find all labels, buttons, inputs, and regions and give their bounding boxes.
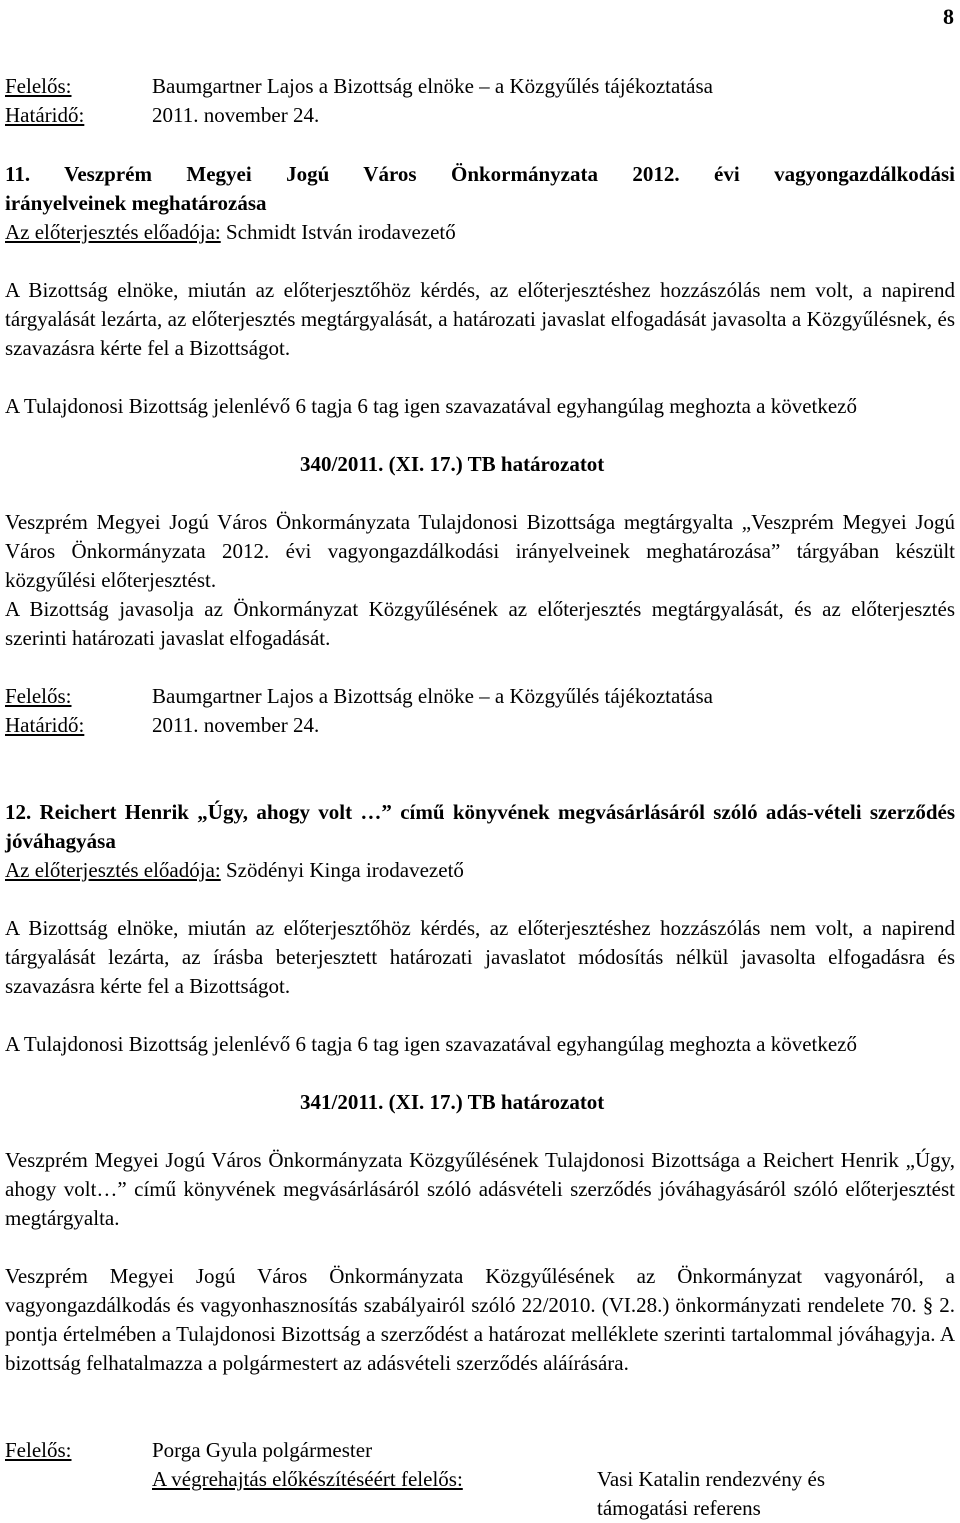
page-number: 8 (943, 4, 954, 29)
responsible-value: Baumgartner Lajos a Bizottság elnöke – a Közgyűlés tájékoztatása (152, 684, 713, 708)
item-12-title: 12. Reichert Henrik „Úgy, ahogy volt …” című könyvének megvásárlásáról szóló adás-vételi szerződés jóváhagyása (5, 800, 955, 853)
item-12-presenter (5, 856, 955, 885)
item-11-resolution-paragraph-1: Veszprém Megyei Jogú Város Önkormányzata Tulajdonosi Bizottsága megtárgyalta „Veszprém Megyei Jogú Város Önkormányzata 2012. évi vagyongazdálkodási irányelveinek meghatározása” tárgyában készült közgyűlési előterjesztést. (5, 510, 955, 592)
item-11-resolution-title: 340/2011. (XI. 17.) TB határozatot (300, 452, 605, 476)
presenter-label: Az előterjesztés előadója: (5, 220, 221, 244)
item-11-discussion-paragraph: A Bizottság elnöke, miután az előterjesztőhöz kérdés, az előterjesztéshez hozzászólás nem volt, a napirend tárgyalását lezárta, az előterjesztés megtárgyalását, a határozati javaslat elfogadását javasolta a Közgyűlésnek, és szavazásra kérte fel a Bizottságot. (5, 278, 955, 360)
deadline-label: Határidő: (5, 103, 85, 127)
responsible-value: Baumgartner Lajos a Bizottság elnöke – a Közgyűlés tájékoztatása (152, 74, 713, 98)
indent-spacer (5, 1465, 152, 1523)
presenter-value: Schmidt István irodavezető (220, 220, 456, 244)
preparation-value (597, 1465, 825, 1523)
deadline-value: 2011. november 24. (152, 103, 320, 127)
item-11-presenter (5, 218, 955, 247)
responsible-block-top (5, 72, 955, 130)
item-11-vote-paragraph: A Tulajdonosi Bizottság jelenlévő 6 tagja 6 tag igen szavazatával egyhangúlag meghozta a következő (5, 394, 858, 418)
item-12-resolution-paragraph-1: Veszprém Megyei Jogú Város Önkormányzata Közgyűlésének Tulajdonosi Bizottsága a Reichert Henrik „Úgy, ahogy volt…” című könyvének megvásárlásáról szóló adásvételi szerződés jóváhagyásáról szóló előterjesztést megtárgyalta. (5, 1148, 955, 1230)
preparation-value-line1: Vasi Katalin rendezvény és (597, 1467, 825, 1491)
responsible-label: Felelős: (5, 684, 72, 708)
responsible-label: Felelős: (5, 74, 72, 98)
item-12-resolution-title: 341/2011. (XI. 17.) TB határozatot (300, 1090, 605, 1114)
item-11-title-line1: 11. Veszprém Megyei Jogú Város Önkormányzata 2012. évi vagyongazdálkodási (5, 162, 955, 186)
preparation-label: A végrehajtás előkészítéséért felelős: (152, 1467, 463, 1491)
presenter-label: Az előterjesztés előadója: (5, 858, 221, 882)
item-12-discussion-paragraph: A Bizottság elnöke, miután az előterjesztőhöz kérdés, az előterjesztéshez hozzászólás nem volt, a napirend tárgyalását lezárta, az írásba beterjesztett határozati javaslatot módosítás nélkül javasolta elfogadásra és szavazásra kérte fel a Bizottságot. (5, 916, 955, 998)
preparation-value-line2: támogatási referens (597, 1496, 761, 1520)
item-11-title-line2: irányelveinek meghatározása (5, 191, 267, 215)
item-12-responsible-block (5, 1436, 955, 1523)
item-12-vote-paragraph: A Tulajdonosi Bizottság jelenlévő 6 tagja 6 tag igen szavazatával egyhangúlag meghozta a következő (5, 1032, 858, 1056)
deadline-value: 2011. november 24. (152, 713, 320, 737)
item-11-responsible-block (5, 682, 955, 740)
deadline-label: Határidő: (5, 713, 85, 737)
responsible-label: Felelős: (5, 1438, 72, 1462)
responsible-value: Porga Gyula polgármester (152, 1438, 373, 1462)
item-11-resolution-paragraph-2: A Bizottság javasolja az Önkormányzat Közgyűlésének az előterjesztés megtárgyalását, és az előterjesztés szerinti határozati javaslat elfogadását. (5, 597, 955, 650)
item-12-resolution-paragraph-2: Veszprém Megyei Jogú Város Önkormányzata Közgyűlésének az Önkormányzat vagyonáról, a vagyongazdálkodás és vagyonhasznosítás szabályairól szóló 22/2010. (VI.28.) önkormányzati rendelete 70. § 2. pontja értelmében a Tulajdonosi Bizottság a szerződést a határozat melléklete szerinti tartalommal jóváhagyja. A bizottság felhatalmazza a polgármestert az adásvételi szerződés aláírására. (5, 1264, 955, 1375)
presenter-value: Szödényi Kinga irodavezető (220, 858, 464, 882)
